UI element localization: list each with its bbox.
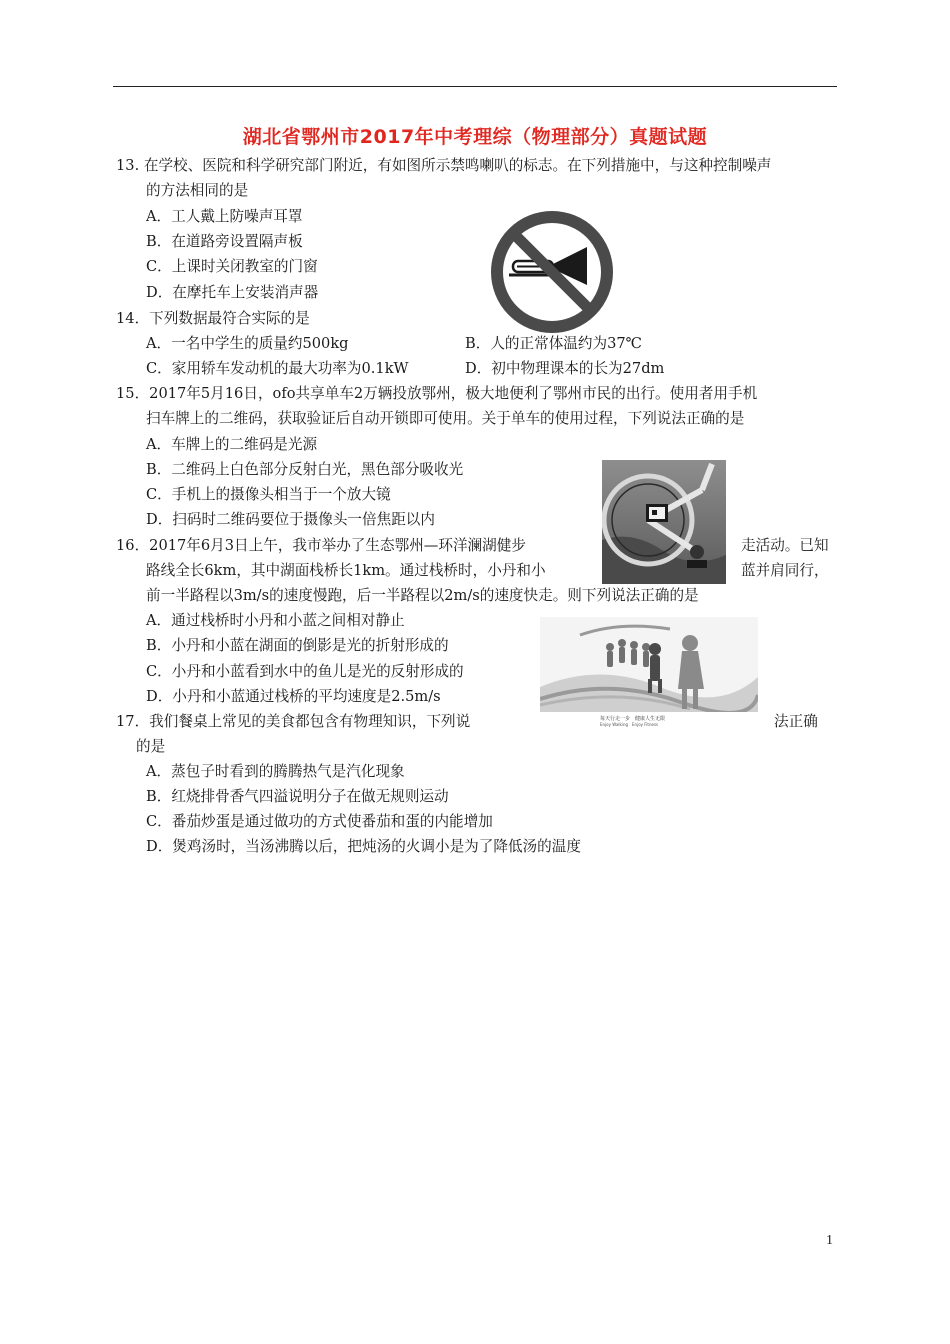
q13-stem-line2: 的方法相同的是 bbox=[146, 182, 249, 199]
q16-option-d: D．小丹和小蓝通过栈桥的平均速度是2.5m/s bbox=[146, 688, 441, 705]
q13-option-d: D．在摩托车上安装消声器 bbox=[146, 284, 319, 301]
q14-option-c: C．家用轿车发动机的最大功率为0.1kW bbox=[146, 360, 409, 377]
q16-option-a: A．通过栈桥时小丹和小蓝之间相对静止 bbox=[146, 612, 405, 629]
q14-option-a: A．一名中学生的质量约500kg bbox=[146, 335, 349, 352]
q15-stem-line1: 15．2017年5月16日，ofo共享单车2万辆投放鄂州，极大地便利了鄂州市民的出行。使用者用手机 bbox=[116, 385, 758, 402]
q13-stem-line1: 13. 在学校、医院和科学研究部门附近，有如图所示禁鸣喇叭的标志。在下列措施中，与这种控制噪声 bbox=[116, 157, 772, 174]
q17-option-b: B．红烧排骨香气四溢说明分子在做无规则运动 bbox=[146, 788, 449, 805]
q15-option-c: C．手机上的摄像头相当于一个放大镜 bbox=[146, 486, 391, 503]
page-number: 1 bbox=[826, 1233, 833, 1248]
q16-stem-line2: 路线全长6km，其中湖面栈桥长1km。通过栈桥时，小丹和小 bbox=[146, 562, 546, 579]
q16-stem-line1: 16．2017年6月3日上午，我市举办了生态鄂州—环洋澜湖健步 bbox=[116, 537, 526, 554]
q13-option-b: B．在道路旁设置隔声板 bbox=[146, 233, 303, 250]
q17-stem-line1: 17．我们餐桌上常见的美食都包含有物理知识，下列说 bbox=[116, 713, 471, 730]
q17-option-a: A．蒸包子时看到的腾腾热气是汽化现象 bbox=[146, 763, 405, 780]
q13-option-a: A．工人戴上防噪声耳罩 bbox=[146, 208, 303, 225]
q15-option-a: A．车牌上的二维码是光源 bbox=[146, 436, 318, 453]
q16-option-c: C．小丹和小蓝看到水中的鱼儿是光的反射形成的 bbox=[146, 663, 464, 680]
banner-caption-en: Enjoy Walking Enjoy Fitness bbox=[600, 722, 659, 727]
q15-option-b: B．二维码上白色部分反射白光，黑色部分吸收光 bbox=[146, 461, 464, 478]
header-rule bbox=[113, 86, 837, 87]
q13-option-c: C．上课时关闭教室的门窗 bbox=[146, 258, 318, 275]
q17-stem-line2: 的是 bbox=[136, 738, 166, 755]
q16-option-b: B．小丹和小蓝在湖面的倒影是光的折射形成的 bbox=[146, 637, 449, 654]
q14-option-d: D．初中物理课本的长为27dm bbox=[465, 360, 665, 377]
q17-option-c: C．番茄炒蛋是通过做功的方式使番茄和蛋的内能增加 bbox=[146, 813, 493, 830]
q14-stem: 14．下列数据最符合实际的是 bbox=[116, 310, 310, 327]
q17-option-d: D．煲鸡汤时，当汤沸腾以后，把炖汤的火调小是为了降低汤的温度 bbox=[146, 838, 581, 855]
walking-event-banner bbox=[540, 617, 758, 729]
q16-stem-line3: 前一半路程以3m/s的速度慢跑，后一半路程以2m/s的速度快走。则下列说法正确的是 bbox=[146, 587, 699, 604]
q15-option-d: D．扫码时二维码要位于摄像头一倍焦距以内 bbox=[146, 511, 435, 528]
page-title: 湖北省鄂州市2017年中考理综（物理部分）真题试题 bbox=[242, 126, 708, 148]
q14-option-b: B．人的正常体温约为37℃ bbox=[465, 335, 642, 352]
shared-bicycle-photo bbox=[602, 460, 726, 584]
q17-stem-line1-end: 法正确 bbox=[774, 713, 818, 730]
q16-stem-line1-end: 走活动。已知 bbox=[741, 537, 829, 554]
banner-caption-cn: 每天行走一步 健康人生无限 bbox=[600, 716, 666, 722]
no-horn-sign-icon bbox=[489, 209, 615, 335]
q15-stem-line2: 扫车牌上的二维码，获取验证后自动开锁即可使用。关于单车的使用过程，下列说法正确的是 bbox=[146, 410, 745, 427]
q16-stem-line2-end: 蓝并肩同行， bbox=[741, 562, 829, 579]
